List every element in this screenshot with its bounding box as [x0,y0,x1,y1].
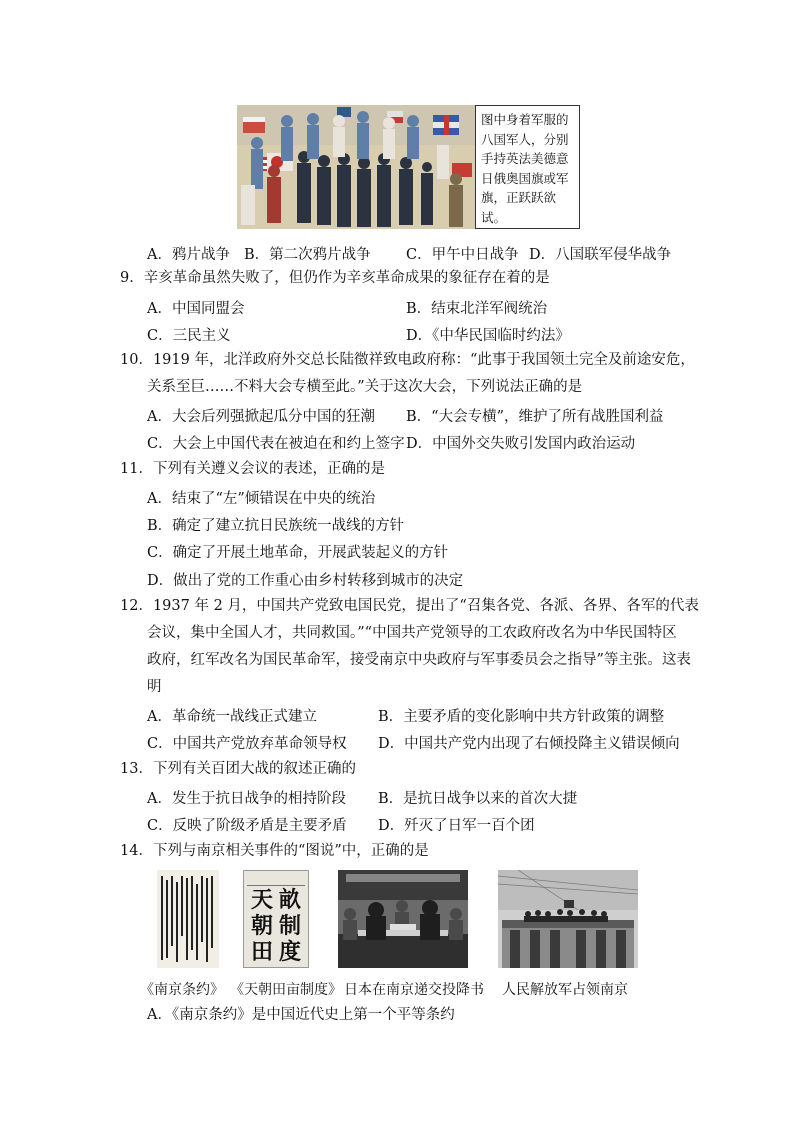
pla-captures-nanjing-photo [498,870,638,968]
q10-option-d[interactable]: D．中国外交失败引发国内政治运动 [406,436,636,452]
q9-stem: 9．辛亥革命虽然失败了，但仍作为辛亥革命成果的象征存在着的是 [120,270,550,286]
japanese-surrender-photo [338,870,468,968]
q10-stem-line-1: 10．1919 年，北洋政府外交总长陆徵祥致电政府称：“此事于我国领土完全及前途安危， [120,352,695,368]
q11-option-a[interactable]: A．结束了“左”倾错误在中央的统治 [147,491,376,507]
q8-option-b[interactable]: B．第二次鸦片战争 [244,247,371,263]
heavenly-land-system-photo [243,870,309,968]
q10-option-a[interactable]: A．大会后列强掀起瓜分中国的狂潮 [147,409,375,425]
caption-treaty-of-nanjing: 《南京条约》 [140,982,224,998]
q13-stem: 13．下列有关百团大战的叙述正确的 [120,761,356,777]
q8-option-c[interactable]: C．甲午中日战争 [406,247,519,263]
q11-option-d[interactable]: D．做出了党的工作重心由乡村转移到城市的决定 [147,573,464,589]
q14-stem: 14．下列与南京相关事件的“图说”中，正确的是 [120,843,429,859]
q11-stem: 11．下列有关遵义会议的表述，正确的是 [120,461,385,477]
q13-option-b[interactable]: B．是抗日战争以来的首次大捷 [378,791,578,807]
title-char: 度 [278,939,301,965]
title-char: 制 [278,913,301,939]
caption-line: 八国军人，分别 [481,131,569,147]
q9-option-b[interactable]: B．结束北洋军阀统治 [406,301,548,317]
caption-line: 日俄奥国旗或军 [481,170,569,186]
eight-nation-army-illustration [237,105,475,229]
q11-option-b[interactable]: B．确定了建立抗日民族统一战线的方针 [147,518,405,534]
title-char: 田 [250,939,273,965]
caption-pla-captures-nanjing: 人民解放军占领南京 [502,982,628,998]
caption-japanese-surrender: 日本在南京递交投降书 [344,982,484,998]
q10-stem-line-2: 关系至巨……不料大会专横至此。”关于这次大会，下列说法正确的是 [147,379,583,395]
title-char: 天 [250,887,273,913]
q11-option-c[interactable]: C．确定了开展土地革命，开展武装起义的方针 [147,545,449,561]
q9-option-c[interactable]: C．三民主义 [147,328,231,344]
q12-option-c[interactable]: C．中国共产党放弃革命领导权 [147,736,347,752]
q10-option-c[interactable]: C．大会上中国代表在被迫在和约上签字 [147,436,405,452]
q13-option-d[interactable]: D．歼灭了日军一百个团 [378,818,535,834]
title-char: 畝 [278,887,301,913]
q12-stem-line-1: 12．1937 年 2 月，中国共产党致电国民党，提出了“召集各党、各派、各界、各军的代表 [120,598,699,614]
q13-option-a[interactable]: A．发生于抗日战争的相持阶段 [147,791,346,807]
q12-stem-line-3: 政府，红军改名为国民革命军，接受南京中央政府与军事委员会之指导”等主张。这表 [147,652,691,668]
q13-option-c[interactable]: C．反映了阶级矛盾是主要矛盾 [147,818,347,834]
q12-option-a[interactable]: A．革命统一战线正式建立 [147,709,317,725]
caption-line: 手持英法美德意 [481,151,569,166]
q9-option-a[interactable]: A．中国同盟会 [147,301,245,317]
illustration-caption-box [475,105,580,229]
caption-line: 图中身着军服的 [481,112,569,127]
treaty-of-nanjing-photo [157,870,219,968]
caption-line: 旗，正跃跃欲试。 [481,190,557,225]
q8-option-a[interactable]: A．鸦片战争 [147,247,230,263]
q12-option-d[interactable]: D．中国共产党内出现了右倾投降主义错误倾向 [378,736,680,752]
q8-option-d[interactable]: D．八国联军侵华战争 [529,247,672,263]
q14-option-a[interactable]: A．《南京条约》是中国近代史上第一个平等条约 [147,1007,455,1023]
q12-stem-line-4: 明 [147,679,162,695]
q10-option-b[interactable]: B．“大会专横”，维护了所有战胜国利益 [406,409,664,425]
caption-heavenly-land-system: 《天朝田亩制度》 [230,982,342,998]
q9-option-d[interactable]: D．《中华民国临时约法》 [406,328,570,344]
title-char: 朝 [250,913,273,939]
q12-option-b[interactable]: B．主要矛盾的变化影响中共方针政策的调整 [378,709,665,725]
q12-stem-line-2: 会议，集中全国人才，共同救国。”“中国共产党领导的工农政府改名为中华民国特区 [147,625,677,641]
